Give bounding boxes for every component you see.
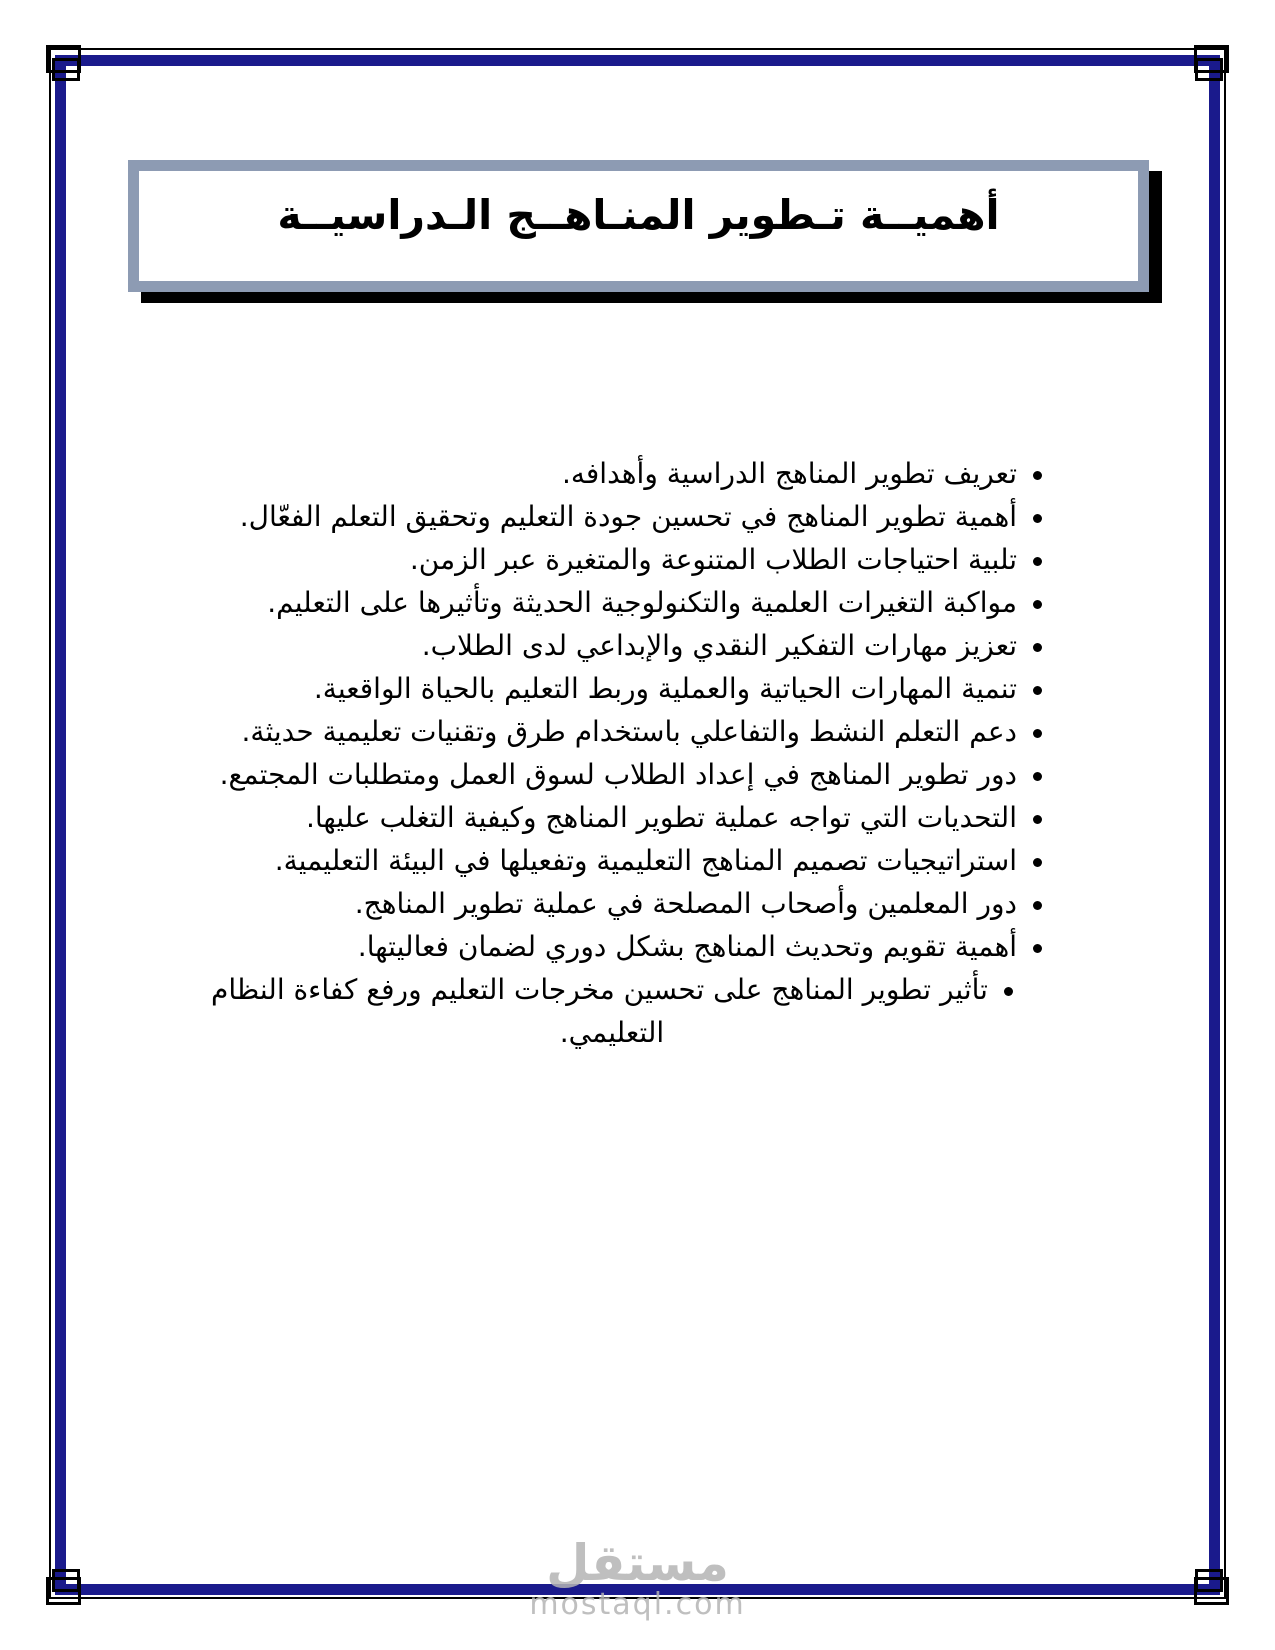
list-item: دور المعلمين وأصحاب المصلحة في عملية تطوير المناهج. [182, 882, 1042, 925]
list-item: تعزيز مهارات التفكير النقدي والإبداعي لدى الطلاب. [182, 624, 1042, 667]
list-item: التحديات التي تواجه عملية تطوير المناهج وكيفية التغلب عليها. [182, 796, 1042, 839]
corner-ornament-bottom-left-inner [52, 1569, 80, 1592]
list-item: تلبية احتياجات الطلاب المتنوعة والمتغيرة عبر الزمن. [182, 538, 1042, 581]
list-item: تعريف تطوير المناهج الدراسية وأهدافه. [182, 452, 1042, 495]
corner-ornament-top-right-inner [1195, 58, 1223, 81]
list-item: مواكبة التغيرات العلمية والتكنولوجية الحديثة وتأثيرها على التعليم. [182, 581, 1042, 624]
watermark [529, 1534, 746, 1622]
list-item: تنمية المهارات الحياتية والعملية وربط التعليم بالحياة الواقعية. [182, 667, 1042, 710]
list-item: أهمية تطوير المناهج في تحسين جودة التعليم وتحقيق التعلم الفعّال. [182, 495, 1042, 538]
title-box [128, 160, 1149, 292]
list-item: استراتيجيات تصميم المناهج التعليمية وتفعيلها في البيئة التعليمية. [182, 839, 1042, 882]
watermark-logo: مستقل [546, 1534, 729, 1592]
corner-ornament-bottom-right-inner [1195, 1569, 1223, 1592]
list-item: دور تطوير المناهج في إعداد الطلاب لسوق العمل ومتطلبات المجتمع. [182, 753, 1042, 796]
list-item: دعم التعلم النشط والتفاعلي باستخدام طرق وتقنيات تعليمية حديثة. [182, 710, 1042, 753]
bullet-list [182, 452, 1042, 1054]
watermark-domain: mostaql.com [529, 1587, 746, 1622]
list-item: أهمية تقويم وتحديث المناهج بشكل دوري لضمان فعاليتها. [182, 925, 1042, 968]
list-item: تأثير تطوير المناهج على تحسين مخرجات التعليم ورفع كفاءة النظام التعليمي. [182, 968, 1042, 1054]
corner-ornament-top-left-inner [52, 58, 80, 81]
page-title: أهميــة تـطوير المنـاهــج الـدراسيــة [277, 191, 1000, 239]
